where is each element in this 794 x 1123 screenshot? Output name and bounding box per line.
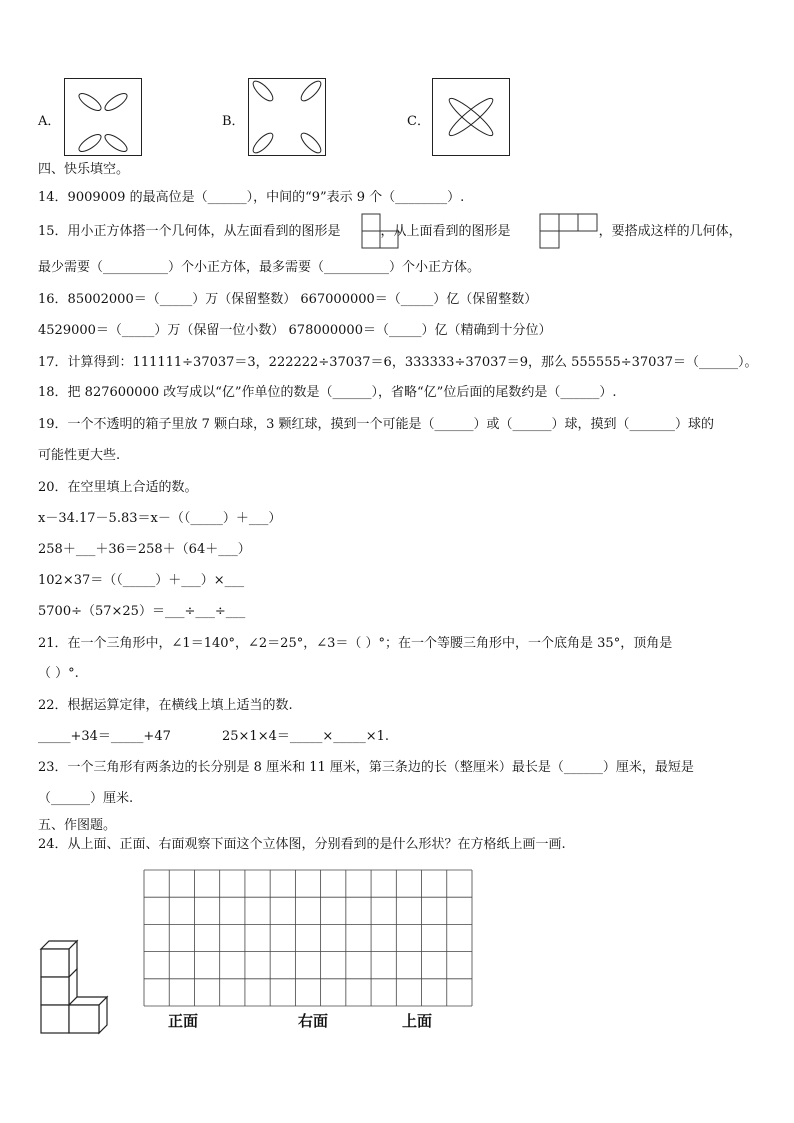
question-16-line1: 16．85002000＝（_____）万（保留整数） 667000000＝（_____）亿（保留整数） [38,292,538,307]
top-view-figure [539,213,601,249]
leaf-pattern-b-icon [249,79,325,155]
option-c-label: C． [407,114,430,129]
question-19-line2: 可能性更大些. [38,448,121,463]
question-22-title: 22．根据运算定律，在横线上填上适当的数. [38,698,293,713]
option-c-figure [432,78,510,156]
question-20-expr3: 102×37＝（（_____）＋___）×___ [38,573,245,588]
q15-part1: 15．用小正方体搭一个几何体，从左面看到的图形是 [38,224,341,239]
grid-label-top: 上面 [402,1012,433,1030]
question-20-title: 20．在空里填上合适的数。 [38,480,198,495]
left-view-figure [361,213,401,249]
section-4-heading: 四、快乐填空。 [38,162,130,177]
question-20-expr1: x－34.17－5.83＝x－（（_____）＋___） [38,511,282,526]
option-b-label: B． [222,114,245,129]
q15-part2: ，从上面看到的图形是 [380,224,511,239]
q15-part3: ，要搭成这样的几何体， [598,224,742,239]
leaf-pattern-c-icon [433,79,509,155]
question-19-line1: 19．一个不透明的箱子里放 7 颗白球，3 颗红球，摸到一个可能是（______）或（______）球，摸到（_______）球的 [38,417,714,432]
question-14: 14．9009009 的最高位是（______），中间的“9”表示 9 个（________）. [38,190,465,205]
option-b-figure [248,78,326,156]
question-18: 18．把 827600000 改写成以“亿”作单位的数是（______），省略“亿”位后面的尾数约是（______）. [38,385,617,400]
question-17: 17．计算得到：111111÷37037＝3，222222÷37037＝6，333333÷37037＝9，那么 555555÷37037＝（______）。 [38,355,758,370]
option-a-figure [64,78,142,156]
section-5-heading: 五、作图题。 [38,818,117,833]
cube-stack-figure [38,938,112,1034]
leaf-pattern-a-icon [65,79,141,155]
question-21-line2: （ ）°. [38,666,79,681]
grid-label-right: 右面 [298,1012,329,1030]
question-23-line1: 23．一个三角形有两条边的长分别是 8 厘米和 11 厘米，第三条边的长（整厘米）最长是（______）厘米，最短是 [38,760,694,775]
question-15-line2: 最少需要（__________）个小正方体，最多需要（__________）个小正方体。 [38,260,481,275]
question-22-expr2: 25×1×4＝_____×_____×1. [222,729,390,744]
question-21-line1: 21．在一个三角形中，∠1＝140°，∠2＝25°，∠3＝（ ）°；在一个等腰三角形中，一个底角是 35°，顶角是 [38,636,673,651]
grid-paper[interactable] [143,869,473,1007]
grid-label-front: 正面 [168,1012,199,1030]
option-a-label: A． [38,114,61,129]
question-20-expr2: 258＋___＋36＝258＋（64＋___） [38,542,251,557]
question-16-line2: 4529000＝（_____）万（保留一位小数） 678000000＝（_____）亿（精确到十分位） [38,323,552,338]
question-20-expr4: 5700÷（57×25）＝___÷___÷___ [38,604,246,619]
question-22-expr1: _____+34＝_____+47 [38,729,171,744]
question-24: 24．从上面、正面、右面观察下面这个立体图，分别看到的是什么形状？在方格纸上画一画. [38,837,566,852]
question-23-line2: （______）厘米. [38,791,134,806]
